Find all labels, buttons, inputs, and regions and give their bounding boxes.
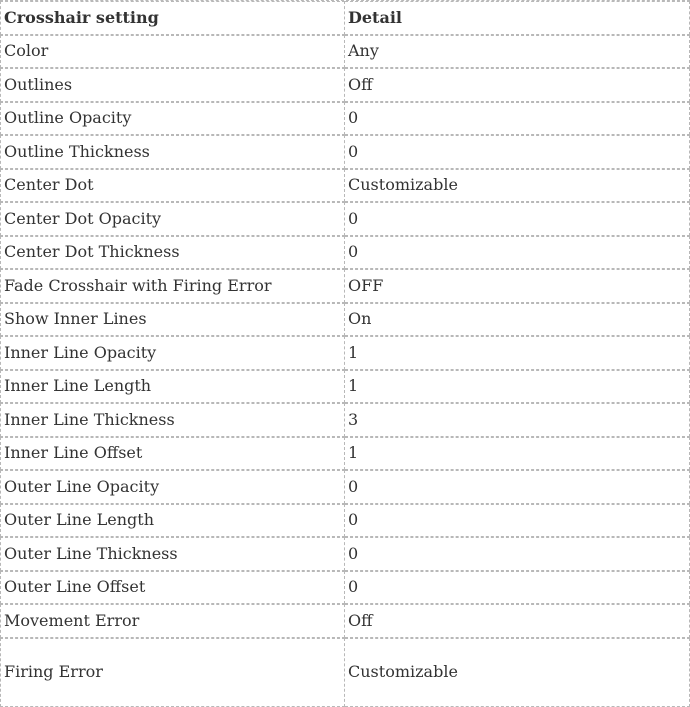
setting-detail: Customizable <box>345 638 690 707</box>
setting-name: Outline Thickness <box>0 135 345 169</box>
setting-name: Show Inner Lines <box>0 303 345 337</box>
setting-name: Center Dot Thickness <box>0 236 345 270</box>
table-row <box>0 202 690 236</box>
setting-detail: 0 <box>345 571 690 605</box>
setting-detail: 0 <box>345 102 690 136</box>
setting-name: Fade Crosshair with Firing Error <box>0 269 345 303</box>
setting-name: Inner Line Offset <box>0 437 345 471</box>
table-row <box>0 571 690 605</box>
setting-name: Outer Line Offset <box>0 571 345 605</box>
setting-name: Center Dot Opacity <box>0 202 345 236</box>
setting-detail: 0 <box>345 236 690 270</box>
setting-detail: 1 <box>345 336 690 370</box>
setting-detail: Any <box>345 35 690 69</box>
setting-detail: On <box>345 303 690 337</box>
table-row <box>0 403 690 437</box>
table-row <box>0 35 690 69</box>
setting-name: Outer Line Thickness <box>0 537 345 571</box>
header-crosshair-setting: Crosshair setting <box>0 1 345 35</box>
setting-name: Outer Line Length <box>0 504 345 538</box>
table-row <box>0 169 690 203</box>
table-row <box>0 236 690 270</box>
setting-detail: Off <box>345 68 690 102</box>
table-row <box>0 68 690 102</box>
table-row <box>0 269 690 303</box>
table-row <box>0 135 690 169</box>
table-row <box>0 604 690 638</box>
setting-name: Outlines <box>0 68 345 102</box>
setting-detail: Off <box>345 604 690 638</box>
header-detail: Detail <box>345 1 690 35</box>
setting-detail: 0 <box>345 537 690 571</box>
setting-name: Movement Error <box>0 604 345 638</box>
table-row <box>0 102 690 136</box>
table-row <box>0 470 690 504</box>
setting-detail: 0 <box>345 470 690 504</box>
setting-name: Firing Error <box>0 638 345 707</box>
setting-detail: 0 <box>345 202 690 236</box>
table-header-row <box>0 1 690 35</box>
table-row <box>0 537 690 571</box>
setting-detail: 1 <box>345 437 690 471</box>
table-row <box>0 303 690 337</box>
setting-name: Inner Line Thickness <box>0 403 345 437</box>
setting-name: Inner Line Length <box>0 370 345 404</box>
setting-name: Center Dot <box>0 169 345 203</box>
setting-name: Outline Opacity <box>0 102 345 136</box>
table-row <box>0 370 690 404</box>
table-row <box>0 504 690 538</box>
table-row <box>0 437 690 471</box>
setting-name: Inner Line Opacity <box>0 336 345 370</box>
setting-detail: Customizable <box>345 169 690 203</box>
setting-detail: 0 <box>345 504 690 538</box>
setting-detail: OFF <box>345 269 690 303</box>
setting-detail: 0 <box>345 135 690 169</box>
setting-detail: 1 <box>345 370 690 404</box>
setting-name: Color <box>0 35 345 69</box>
setting-detail: 3 <box>345 403 690 437</box>
setting-name: Outer Line Opacity <box>0 470 345 504</box>
table-row <box>0 638 690 707</box>
table-row <box>0 336 690 370</box>
